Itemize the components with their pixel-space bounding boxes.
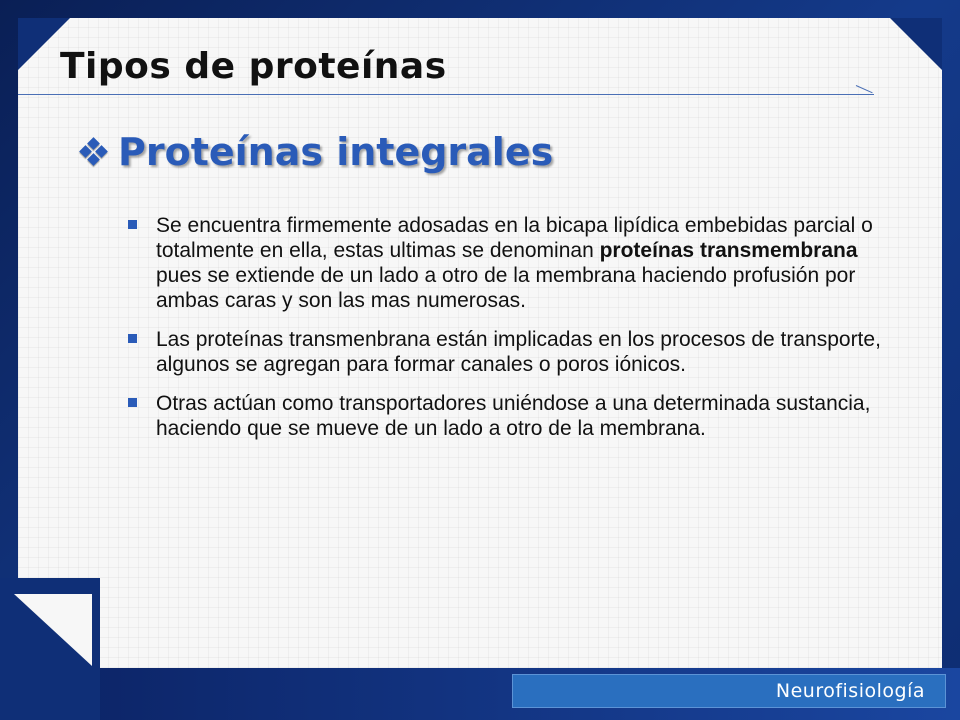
list-item — [126, 213, 896, 313]
section-heading-text: Proteínas integrales — [118, 130, 554, 174]
square-bullet-icon — [128, 398, 137, 407]
bullet-list — [126, 213, 896, 455]
footer-label: Neurofisiología — [775, 680, 925, 702]
section-heading — [80, 130, 553, 174]
slide-title: Tipos de proteínas — [60, 46, 447, 87]
bullet-text: Otras actúan como transportadores uniéndose a una determinada sustancia, haciendo que se mueve de un lado a otro de la membrana. — [156, 392, 871, 440]
list-item — [126, 391, 896, 441]
title-underline — [18, 94, 874, 95]
list-item — [126, 327, 896, 377]
frame-corner-top-right — [890, 18, 942, 70]
square-bullet-icon — [128, 220, 137, 229]
bullet-text: Las proteínas transmenbrana están implicadas en los procesos de transporte, algunos se agregan para formar canales o poros iónicos. — [156, 328, 881, 376]
four-diamond-icon — [80, 138, 108, 166]
bullet-text-bold: proteínas transmembrana — [599, 239, 858, 262]
bullet-text-start: Se encuentra firmemente adosadas en la bicapa lipídica embebidas parcial o totalmente en ella, estas ultimas se denominan — [156, 214, 873, 262]
footer-bar — [512, 674, 946, 708]
bullet-text-end: pues se extiende de un lado a otro de la membrana haciendo profusión por ambas caras y son las mas numerosas. — [156, 264, 856, 312]
square-bullet-icon — [128, 334, 137, 343]
